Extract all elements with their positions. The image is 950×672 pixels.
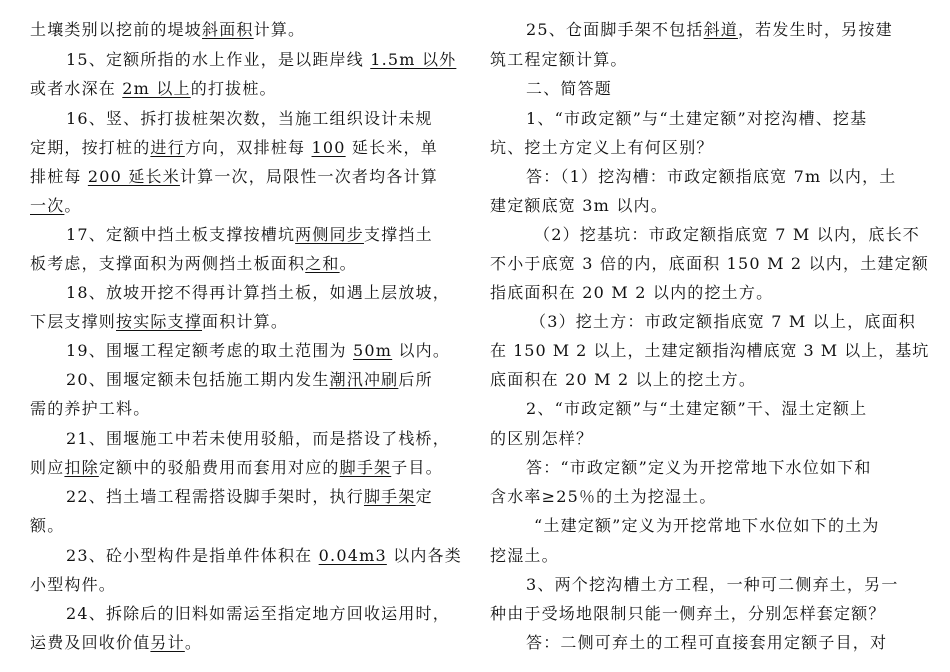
text-segment: 1、“市政定额”与“土建定额”对挖沟槽、挖基 (526, 109, 868, 128)
text-segment: 16、竖、拆打拔桩架次数，当施工组织设计未规 (66, 109, 433, 128)
text-segment: 21、围堰施工中若未使用驳船，而是搭设了栈桥， (66, 429, 450, 448)
right-text-line (490, 77, 930, 101)
underlined-answer: 2m 以上 (122, 79, 191, 98)
text-segment: 计算。 (253, 20, 306, 39)
left-text-line (30, 339, 470, 363)
text-segment: 。 (184, 633, 203, 652)
underlined-answer: 0.04m3 (318, 546, 387, 565)
right-text-line (490, 339, 930, 363)
text-segment: 2、“市政定额”与“土建定额”干、湿土定额上 (526, 399, 868, 418)
left-text-line (30, 514, 470, 538)
text-segment: 则应 (30, 458, 65, 477)
underlined-answer: 之和 (305, 254, 340, 273)
left-text-line (30, 427, 470, 451)
underlined-answer: 扣除 (64, 458, 99, 477)
text-segment: 计算一次，局限性一次者均各计算 (179, 167, 438, 186)
text-segment: 定期，按打桩的 (30, 138, 151, 157)
text-segment: 建定额底宽 3m 以内。 (490, 196, 668, 215)
text-segment: 运费及回收价值 (30, 633, 151, 652)
underlined-answer: 脚手架 (363, 487, 416, 506)
underlined-answer: 两侧同步 (295, 225, 364, 244)
left-text-line (30, 77, 470, 101)
left-text-line (30, 165, 470, 189)
text-segment: “土建定额”定义为开挖常地下水位如下的土为 (534, 516, 880, 535)
text-segment: 后所 (398, 370, 433, 389)
text-segment: 答：“市政定额”定义为开挖常地下水位如下和 (526, 458, 872, 477)
left-text-line (30, 252, 470, 276)
underlined-answer: 进行 (150, 138, 185, 157)
left-text-line (30, 310, 470, 334)
text-segment: 方向，双排桩每 (184, 138, 312, 157)
underlined-answer: 潮汛冲刷 (329, 370, 399, 389)
text-segment: 15、定额所指的水上作业，是以距岸线 (66, 50, 371, 69)
text-segment: 在 150 M 2 以上，土建定额指沟槽底宽 3 M 以上，基坑 (490, 341, 930, 360)
text-segment: 板考虑，支撑面积为两侧挡土板面积 (30, 254, 306, 273)
text-segment: 土壤类别以挖前的堤坡 (30, 20, 203, 39)
right-text-line (490, 194, 930, 218)
text-segment: 含水率≥25％的土为挖湿土。 (490, 487, 717, 506)
underlined-answer: 100 (311, 138, 346, 157)
text-segment: 18、放坡开挖不得再计算挡土板，如遇上层放坡， (66, 283, 450, 302)
underlined-answer: 斜道 (703, 20, 738, 39)
left-text-line (30, 368, 470, 392)
text-segment: 3、两个挖沟槽土方工程，一种可二侧弃土，另一 (526, 575, 899, 594)
right-text-line (490, 165, 930, 189)
text-segment: 。 (64, 196, 82, 215)
underlined-answer: 50m (353, 341, 393, 360)
right-text-line (490, 427, 930, 451)
text-segment: 。 (339, 254, 357, 273)
text-segment: 23、砼小型构件是指单件体积在 (66, 546, 319, 565)
underlined-answer: 按实际支撑 (116, 312, 203, 331)
text-segment: 底面积在 20 M 2 以上的挖土方。 (490, 370, 757, 389)
underlined-answer: 一次 (30, 196, 65, 215)
underlined-answer: 斜面积 (202, 20, 254, 39)
text-segment: 坑、挖土方定义上有何区别？ (490, 138, 714, 157)
left-text-line (30, 602, 470, 626)
text-segment: 定 (415, 487, 433, 506)
text-segment: 延长米，单 (345, 138, 438, 157)
left-text-line (30, 281, 470, 305)
left-text-line (30, 223, 470, 247)
left-text-line (30, 456, 470, 480)
underlined-answer: 脚手架 (339, 458, 392, 477)
left-text-line (30, 194, 470, 218)
text-segment: 支撑挡土 (363, 225, 433, 244)
text-segment: 或者水深在 (30, 79, 123, 98)
right-text-line (490, 136, 930, 160)
text-segment: 24、拆除后的旧料如需运至指定地方回收运用时， (66, 604, 450, 623)
text-segment: （2）挖基坑：市政定额指底宽 7 M 以内，底长不 (534, 225, 921, 244)
right-text-line (490, 602, 930, 626)
right-text-line (490, 107, 930, 131)
text-segment: 筑工程定额计算。 (490, 50, 628, 69)
text-segment: （3）挖土方：市政定额指底宽 7 M 以上，底面积 (530, 312, 917, 331)
right-text-line (490, 310, 930, 334)
left-text-line (30, 397, 470, 421)
right-text-line (490, 456, 930, 480)
text-segment: 需的养护工料。 (30, 399, 151, 418)
right-text-line (490, 631, 930, 655)
left-text-line (30, 136, 470, 160)
right-text-line (490, 48, 930, 72)
right-text-line (490, 368, 930, 392)
text-segment: 额。 (30, 516, 65, 535)
right-text-line (490, 18, 930, 42)
text-segment: 17、定额中挡土板支撑按槽坑 (66, 225, 296, 244)
text-segment: 答：二侧可弃土的工程可直接套用定额子目，对 (526, 633, 888, 652)
right-text-line (490, 252, 930, 276)
text-segment: 22、挡土墙工程需搭设脚手架时，执行 (66, 487, 364, 506)
text-segment: 排桩每 (30, 167, 88, 186)
text-segment: 25、仓面脚手架不包括 (526, 20, 704, 39)
text-segment: 以内。 (392, 341, 451, 360)
text-segment: ，若发生时，另按建 (737, 20, 893, 39)
text-segment: 指底面积在 20 M 2 以内的挖土方。 (490, 283, 774, 302)
left-text-line (30, 573, 470, 597)
right-text-line (490, 573, 930, 597)
text-segment: 19、围堰工程定额考虑的取土范围为 (66, 341, 354, 360)
text-segment: 定额中的驳船费用而套用对应的 (98, 458, 340, 477)
text-segment: 下层支撑则 (30, 312, 117, 331)
text-segment: 小型构件。 (30, 575, 117, 594)
text-segment: 挖湿土。 (490, 546, 559, 565)
text-segment: 种由于受场地限制只能一侧弃土，分别怎样套定额？ (490, 604, 886, 623)
text-segment: 不小于底宽 3 倍的内，底面积 150 M 2 以内，土建定额 (490, 254, 929, 273)
text-segment: 面积计算。 (202, 312, 289, 331)
left-text-line (30, 485, 470, 509)
text-segment: 以内各类 (386, 546, 462, 565)
text-segment: 子目。 (391, 458, 443, 477)
right-text-line (490, 544, 930, 568)
underlined-answer: 1.5m 以外 (370, 50, 457, 69)
underlined-answer: 另计 (150, 633, 185, 652)
left-text-line (30, 18, 470, 42)
left-text-line (30, 48, 470, 72)
text-segment: 的打拔桩。 (190, 79, 277, 98)
text-segment: 答：（1）挖沟槽：市政定额指底宽 7m 以内，土 (526, 167, 897, 186)
underlined-answer: 200 延长米 (87, 167, 180, 186)
text-segment: 的区别怎样？ (490, 429, 594, 448)
right-text-line (490, 281, 930, 305)
left-text-line (30, 544, 470, 568)
right-text-line (490, 397, 930, 421)
text-segment: 20、围堰定额未包括施工期内发生 (66, 370, 330, 389)
text-segment: 二、简答题 (526, 79, 613, 98)
right-text-line (490, 514, 930, 538)
left-text-line (30, 631, 470, 655)
right-text-line (490, 223, 930, 247)
right-text-line (490, 485, 930, 509)
left-text-line (30, 107, 470, 131)
